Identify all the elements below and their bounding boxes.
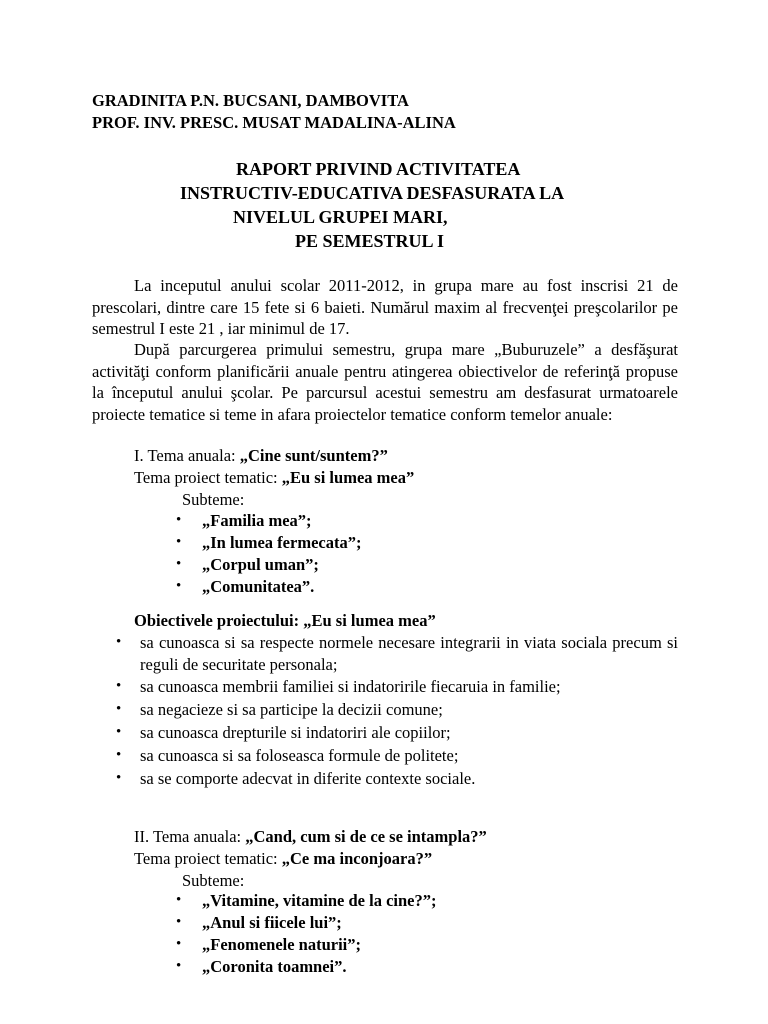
objectives-heading: Obiectivele proiectului: „Eu si lumea mea”	[134, 611, 436, 630]
section-1-theme-title: „Cine sunt/suntem?”	[239, 446, 388, 465]
objective-item	[116, 745, 678, 767]
subtheme-text: „Vitamine, vitamine de la cine?”;	[202, 891, 437, 910]
section-2-project-title: „Ce ma inconjoara?”	[281, 849, 433, 868]
bullet-icon: •	[176, 914, 182, 930]
bullet-icon: •	[116, 701, 122, 717]
section-2-subtheme-item	[176, 956, 347, 978]
paragraph-activities: După parcurgerea primului semestru, grupa mare „Buburuzele” a desfăşurat activităţi conform planificării anuale pentru atingerea obiectivelor de referinţă propuse la începutul anului şcolar. Pe parcursul acestui semestru am desfasurat urmatoarele proiecte tematice si teme in afara proiectelor tematice conform temelor anuale:	[92, 340, 678, 424]
section-2-subtheme-item	[176, 934, 362, 956]
subtheme-text: „In lumea fermecata”;	[202, 533, 362, 552]
objective-item	[116, 676, 678, 698]
bullet-icon: •	[176, 512, 182, 528]
objective-text: sa negacieze si sa participe la decizii comune;	[140, 700, 443, 719]
subtheme-text: „Fenomenele naturii”;	[202, 935, 362, 954]
section-1-project-theme	[134, 467, 414, 489]
section-2-subtheme-item	[176, 890, 437, 912]
subtheme-text: „Corpul uman”;	[202, 555, 319, 574]
report-title-line-3: NIVELUL GRUPEI MARI,	[233, 207, 448, 227]
bullet-icon: •	[176, 892, 182, 908]
bullet-icon: •	[116, 678, 122, 694]
bullet-icon: •	[116, 747, 122, 763]
subtheme-text: „Anul si fiicele lui”;	[202, 913, 342, 932]
objective-text: sa se comporte adecvat in diferite contexte sociale.	[140, 769, 476, 788]
objective-text: sa cunoasca si sa foloseasca formule de politete;	[140, 746, 459, 765]
bullet-icon: •	[176, 534, 182, 550]
section-1-subtheme-item	[176, 510, 312, 532]
objective-item	[116, 699, 678, 721]
section-2-theme-prefix: II. Tema anuala:	[134, 827, 246, 846]
section-1-project-prefix: Tema proiect tematic:	[134, 468, 282, 487]
paragraph-intro: La inceputul anului scolar 2011-2012, in grupa mare au fost inscrisi 21 de prescolari, dintre care 15 fete si 6 baieti. Numărul maxim al frecvenţei preşcolarilor pe semestrul I este 21 , iar minimul de 17.	[92, 276, 678, 339]
bullet-icon: •	[176, 578, 182, 594]
objective-item	[116, 632, 678, 675]
section-2-subthemes-label: Subteme:	[182, 871, 245, 890]
section-1-subtheme-item	[176, 554, 319, 576]
section-2-project-theme	[134, 848, 432, 870]
bullet-icon: •	[176, 936, 182, 952]
section-2-subtheme-item	[176, 912, 342, 934]
school-name: GRADINITA P.N. BUCSANI, DAMBOVITA	[92, 91, 409, 110]
section-1-annual-theme	[134, 445, 388, 467]
section-2-project-prefix: Tema proiect tematic:	[134, 849, 282, 868]
subtheme-text: „Familia mea”;	[202, 511, 312, 530]
objective-text: sa cunoasca membrii familiei si indatoririle fiecaruia in familie;	[140, 677, 561, 696]
section-1-subtheme-item	[176, 576, 315, 598]
section-2-theme-title: „Cand, cum si de ce se intampla?”	[245, 827, 487, 846]
subtheme-text: „Comunitatea”.	[202, 577, 315, 596]
section-2-annual-theme	[134, 826, 487, 848]
teacher-name: PROF. INV. PRESC. MUSAT MADALINA-ALINA	[92, 113, 456, 132]
bullet-icon: •	[116, 770, 122, 786]
report-title-line-4: PE SEMESTRUL I	[295, 231, 445, 251]
section-1-project-title: „Eu si lumea mea”	[281, 468, 415, 487]
section-1-subtheme-item	[176, 532, 362, 554]
report-title-line-2: INSTRUCTIV-EDUCATIVA DESFASURATA LA	[180, 183, 565, 203]
subtheme-text: „Coronita toamnei”.	[202, 957, 347, 976]
objective-text: sa cunoasca si sa respecte normele necesare integrarii in viata sociala precum si reguli de securitate personala;	[140, 633, 678, 674]
objective-item	[116, 768, 678, 790]
section-1-theme-prefix: I. Tema anuala:	[134, 446, 240, 465]
bullet-icon: •	[176, 958, 182, 974]
report-title-line-1: RAPORT PRIVIND ACTIVITATEA	[236, 159, 521, 179]
bullet-icon: •	[176, 556, 182, 572]
bullet-icon: •	[116, 724, 122, 740]
objective-item	[116, 722, 678, 744]
bullet-icon: •	[116, 634, 122, 650]
section-1-subthemes-label: Subteme:	[182, 490, 245, 509]
objective-text: sa cunoasca drepturile si indatoriri ale copiilor;	[140, 723, 451, 742]
